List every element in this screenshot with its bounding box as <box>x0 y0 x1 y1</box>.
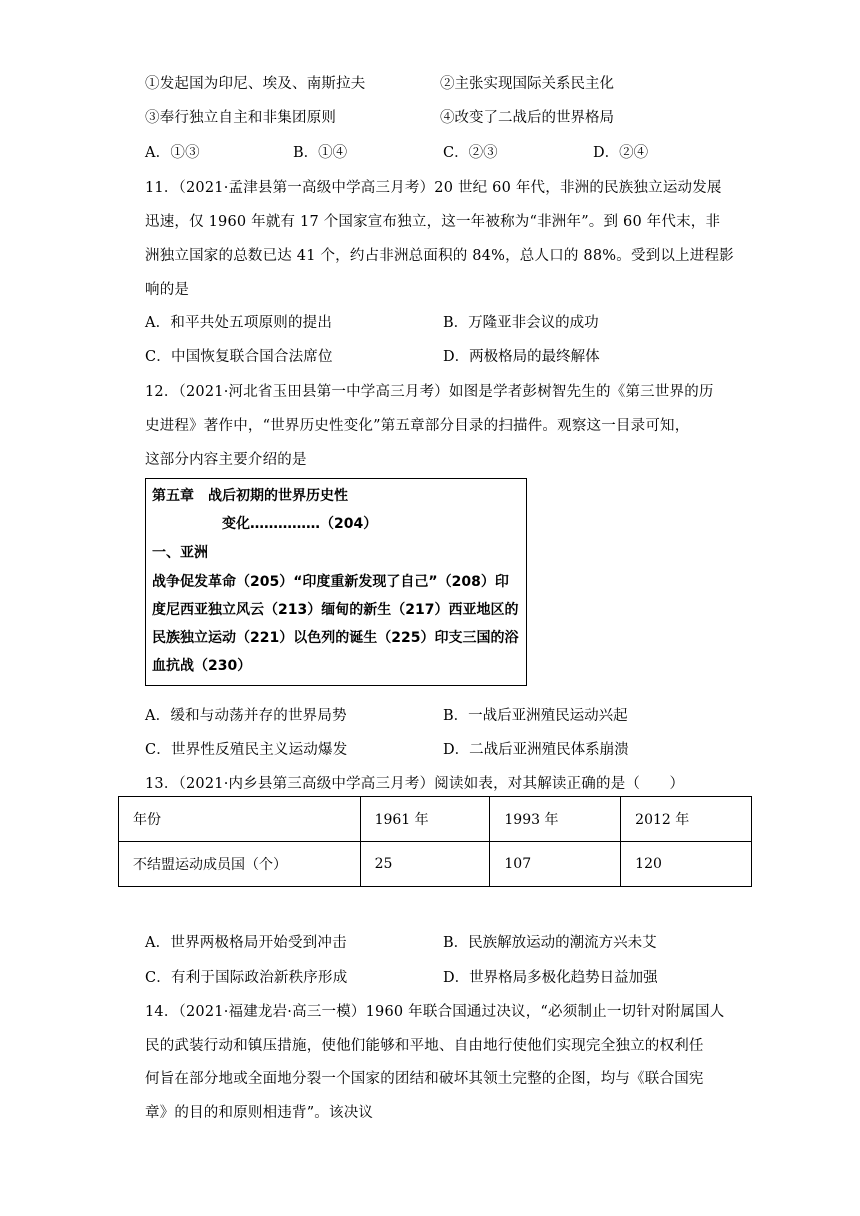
table-header-cell: 1993 年 <box>490 797 621 842</box>
scan-line-4: 血抗战（230） <box>152 658 252 674</box>
q10-item-4: ④改变了二战后的世界格局 <box>440 110 614 126</box>
q11-stem-line-1: 11．（2021·孟津县第一高级中学高三月考）20 世纪 60 年代，非洲的民族独立运动发展 <box>145 180 722 196</box>
q12-option-a[interactable]: A．缓和与动荡并存的世界局势 <box>145 708 347 724</box>
q14-stem-line-2: 民的武装行动和镇压措施，使他们能够和平地、自由地行使他们实现完全独立的权利任 <box>145 1038 704 1054</box>
q10-option-d[interactable]: D．②④ <box>593 145 649 161</box>
q13-data-table <box>118 796 752 887</box>
q11-option-a[interactable]: A．和平共处五项原则的提出 <box>145 315 333 331</box>
q10-option-c[interactable]: C．②③ <box>443 145 498 161</box>
scan-line-1: 战争促发革命（205）“印度重新发现了自己”（208）印 <box>152 574 509 590</box>
q10-option-a[interactable]: A．①③ <box>145 145 200 161</box>
q10-item-3: ③奉行独立自主和非集团原则 <box>145 110 337 126</box>
q10-item-1: ①发起国为印尼、埃及、南斯拉夫 <box>145 76 366 92</box>
q13-option-b[interactable]: B．民族解放运动的潮流方兴未艾 <box>443 935 657 951</box>
q11-option-d[interactable]: D．两极格局的最终解体 <box>443 349 600 365</box>
q14-stem-line-4: 章》的目的和原则相违背”。该决议 <box>145 1105 374 1121</box>
q14-stem-line-3: 何旨在部分地或全面地分裂一个国家的团结和破坏其领土完整的企图，均与《联合国宪 <box>145 1071 704 1087</box>
table-row <box>119 842 752 887</box>
table-header-cell: 年份 <box>119 797 361 842</box>
scan-chapter-title: 第五章 战后初期的世界历史性 <box>152 488 348 504</box>
q11-stem-line-4: 响的是 <box>145 282 190 298</box>
scan-chapter-title-cont: 变化……………（204） <box>222 516 378 532</box>
scan-line-3: 民族独立运动（221）以色列的诞生（225）印支三国的浴 <box>152 630 519 646</box>
q13-option-c[interactable]: C．有利于国际政治新秩序形成 <box>145 970 348 986</box>
table-header-cell: 2012 年 <box>621 797 752 842</box>
q13-option-a[interactable]: A．世界两极格局开始受到冲击 <box>145 935 347 951</box>
q12-option-c[interactable]: C．世界性反殖民主义运动爆发 <box>145 742 348 758</box>
q12-scanned-table-of-contents <box>145 478 527 686</box>
q11-option-b[interactable]: B．万隆亚非会议的成功 <box>443 315 599 331</box>
q12-stem-line-2: 史进程》著作中，“世界历史性变化”第五章部分目录的扫描件。观察这一目录可知， <box>145 418 690 434</box>
table-header-cell: 1961 年 <box>360 797 490 842</box>
q12-stem-line-1: 12．（2021·河北省玉田县第一中学高三月考）如图是学者彭树智先生的《第三世界的历 <box>145 384 714 400</box>
table-cell: 120 <box>621 842 752 887</box>
q10-option-b[interactable]: B．①④ <box>293 145 348 161</box>
table-cell: 107 <box>490 842 621 887</box>
q11-option-c[interactable]: C．中国恢复联合国合法席位 <box>145 349 333 365</box>
q11-stem-line-3: 洲独立国家的总数已达 41 个，约占非洲总面积的 84%，总人口的 88%。受到以上进程影 <box>145 248 734 264</box>
q14-stem-line-1: 14．（2021·福建龙岩·高三一模）1960 年联合国通过决议，“必须制止一切针对附属国人 <box>145 1004 725 1020</box>
table-cell: 不结盟运动成员国（个） <box>119 842 361 887</box>
q12-stem-line-3: 这部分内容主要介绍的是 <box>145 452 307 468</box>
q10-item-2: ②主张实现国际关系民主化 <box>440 76 614 92</box>
q12-option-b[interactable]: B．一战后亚洲殖民运动兴起 <box>443 708 628 724</box>
scan-section-asia: 一、亚洲 <box>152 545 208 561</box>
table-header-row <box>119 797 752 842</box>
q11-stem-line-2: 迅速，仅 1960 年就有 17 个国家宣布独立，这一年被称为“非洲年”。到 60 年代末，非 <box>145 214 721 230</box>
q13-stem: 13．（2021·内乡县第三高级中学高三月考）阅读如表，对其解读正确的是（ ） <box>145 776 685 792</box>
table-cell: 25 <box>360 842 490 887</box>
q13-option-d[interactable]: D．世界格局多极化趋势日益加强 <box>443 970 658 986</box>
q12-option-d[interactable]: D．二战后亚洲殖民体系崩溃 <box>443 742 629 758</box>
scan-line-2: 度尼西亚独立风云（213）缅甸的新生（217）西亚地区的 <box>152 602 519 618</box>
